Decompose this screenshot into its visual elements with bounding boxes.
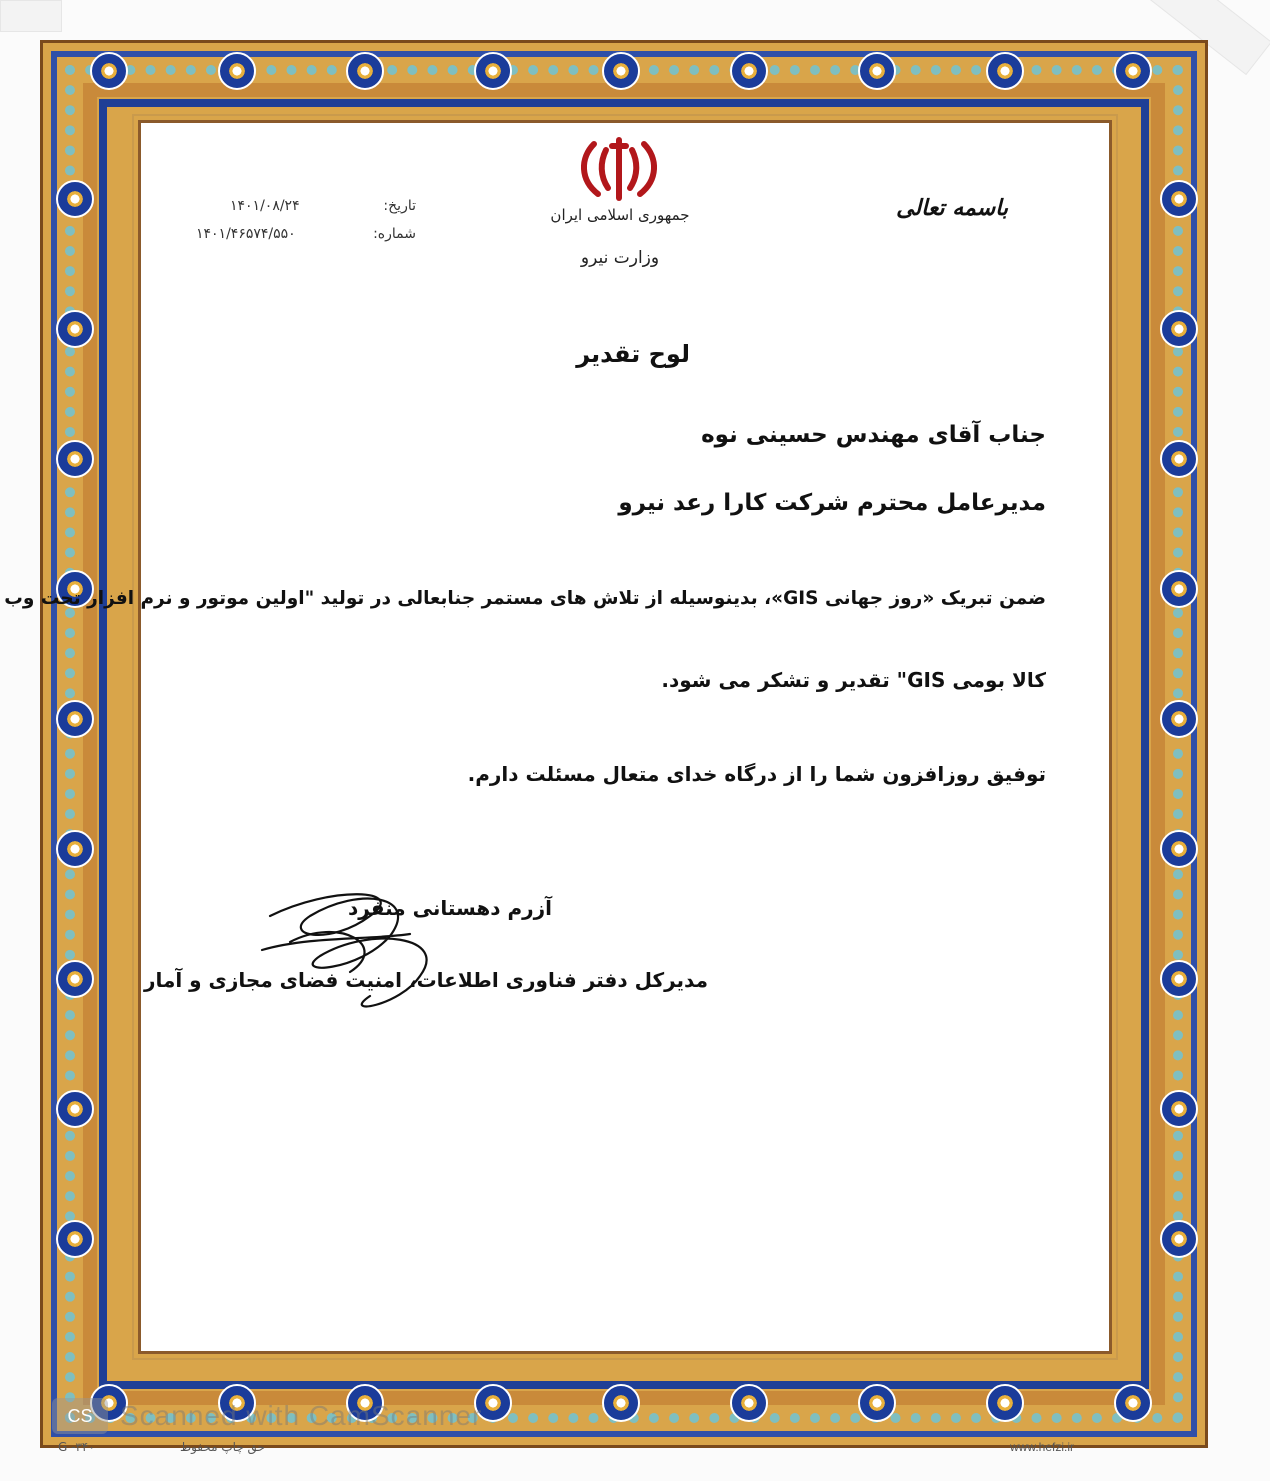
border-rosette (56, 310, 94, 348)
border-rosette (858, 52, 896, 90)
border-rosette (1160, 310, 1198, 348)
closing-line: توفیق روزافزون شما را از درگاه خدای متعال مسئلت دارم. (467, 762, 1046, 786)
body-line-1: ضمن تبریک «روز جهانی GIS»، بدینوسیله از تلاش های مستمر جنابعالی در تولید "اولین موتور و نرم افزار تحت وب (4, 588, 1046, 609)
border-rosette (858, 1384, 896, 1422)
date-label: تاریخ: (383, 198, 416, 214)
border-rosette (56, 830, 94, 868)
border-rosette (1160, 570, 1198, 608)
signatory-position: مدیرکل دفتر فناوری اطلاعات، امنیت فضای مجازی و آمار (143, 968, 708, 992)
date-value: ۱۴۰۱/۰۸/۲۴ (230, 198, 300, 214)
certificate-title: لوح تقدیر (576, 340, 690, 368)
border-rosette (602, 1384, 640, 1422)
border-rosette (56, 180, 94, 218)
signatory-name: آزرم دهستانی منفرد (347, 896, 552, 920)
emblem-caption: جمهوری اسلامی ایران (550, 206, 690, 224)
border-rosette (986, 1384, 1024, 1422)
certificate-paper (138, 120, 1112, 1354)
footer-code: G -۳۴۰ (58, 1440, 95, 1454)
border-rosette (1160, 830, 1198, 868)
border-rosette (56, 960, 94, 998)
number-label: شماره: (373, 226, 416, 242)
camscanner-logo: CS (52, 1398, 108, 1434)
border-rosette (730, 1384, 768, 1422)
border-rosette (474, 52, 512, 90)
number-value: ۱۴۰۱/۴۶۵۷۴/۵۵۰ (196, 226, 296, 242)
border-rosette (1160, 180, 1198, 218)
border-rosette (56, 440, 94, 478)
date-row (186, 198, 416, 222)
border-rosette (986, 52, 1024, 90)
scanner-watermark: Scanned with CamScanner (120, 1400, 483, 1431)
recipient-title: مدیرعامل محترم شرکت کارا رعد نیرو (618, 490, 1046, 516)
border-rosette (1160, 440, 1198, 478)
body-line-2: کالا بومی GIS" تقدیر و تشکر می شود. (661, 668, 1046, 692)
footer-copyright: حق چاپ محفوظ (180, 1440, 265, 1454)
iran-emblem-icon (576, 136, 662, 202)
border-rosette (1114, 52, 1152, 90)
border-rosette (90, 52, 128, 90)
border-rosette (1160, 700, 1198, 738)
border-rosette (1114, 1384, 1152, 1422)
ministry-name: وزارت نیرو (580, 248, 660, 268)
border-rosette (602, 52, 640, 90)
border-rosette (1160, 960, 1198, 998)
footer-website: www.hefzi.ir (1010, 1440, 1075, 1454)
invocation-text: باسمه تعالی (896, 196, 1008, 221)
border-rosette (218, 52, 256, 90)
border-rosette (1160, 1090, 1198, 1128)
border-rosette (56, 700, 94, 738)
border-rosette (56, 1220, 94, 1258)
border-rosette (730, 52, 768, 90)
recipient-name: جناب آقای مهندس حسینی نوه (701, 422, 1046, 448)
border-rosette (346, 52, 384, 90)
border-rosette (56, 1090, 94, 1128)
border-rosette (1160, 1220, 1198, 1258)
number-row (186, 226, 416, 250)
corner-tape-top-left (0, 0, 62, 32)
